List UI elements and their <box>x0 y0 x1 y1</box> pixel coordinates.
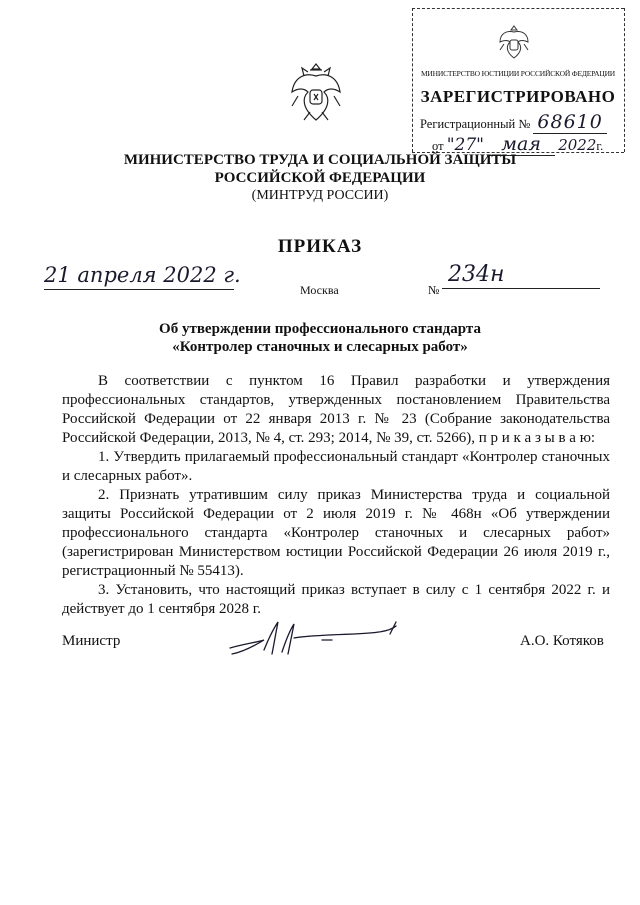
body-intro: В соответствии с пунктом 16 Правил разработки и утверждения профессиональных стандартов, утвержденных постановлением Правительства Российской Федерации от 22 января 2013 г. № 23 (Собрание законодательства Российской Федерации, 2013, № 4, ст. 293; 2014, № 39, ст. 5266), п р и к а з ы в а ю: <box>62 373 610 446</box>
stamp-date-suffix: г. <box>596 139 604 153</box>
stamp-registered: ЗАРЕГИСТРИРОВАНО <box>420 87 616 106</box>
ministry-short-name: (МИНТРУД РОССИИ) <box>251 188 389 203</box>
document-type: ПРИКАЗ <box>277 236 363 257</box>
coat-of-arms-icon <box>288 62 344 126</box>
order-body <box>62 372 610 619</box>
stamp-date-prefix: от <box>432 139 444 153</box>
stamp-reg-number: 68610 <box>533 111 606 134</box>
stamp-ministry: МИНИСТЕРСТВО ЮСТИЦИИ РОССИЙСКОЙ ФЕДЕРАЦИИ <box>420 69 616 78</box>
ministry-name-line2: РОССИЙСКОЙ ФЕДЕРАЦИИ <box>214 170 426 186</box>
order-city: Москва <box>300 283 339 297</box>
body-item-1: 1. Утвердить прилагаемый профессиональный стандарт «Контролер станочных и слесарных работ». <box>62 449 610 484</box>
signatory-position: Министр <box>62 633 121 649</box>
ministry-name-line1: МИНИСТЕРСТВО ТРУДА И СОЦИАЛЬНОЙ ЗАЩИТЫ <box>123 152 517 168</box>
stamp-reg-row <box>420 111 620 133</box>
body-item-2: 2. Признать утратившим силу приказ Министерства труда и социальной защиты Российской Федерации от 2 июля 2019 г. № 468н «Об утверждении профессионального стандарта «Контролер станочных и слесарных работ» (зарегистрирован Министерством юстиции Российской Федерации 26 июля 2019 г., регистрационный № 55413). <box>62 487 610 579</box>
stamp-date-day: "27" <box>446 135 484 155</box>
body-item-3: 3. Установить, что настоящий приказ вступает в силу с 1 сентября 2022 г. и действует до 1 сентября 2028 г. <box>62 582 610 617</box>
order-number-label: № <box>428 283 440 297</box>
stamp-date-year: 2022 <box>558 136 597 154</box>
order-number: 234н <box>442 262 600 289</box>
order-title-line2: «Контролер станочных и слесарных работ» <box>172 339 468 355</box>
stamp-date-month: мая <box>487 133 555 156</box>
signatory-name: А.О. Котяков <box>520 633 604 649</box>
order-date: 21 апреля 2022 г. <box>44 263 234 290</box>
order-title-line1: Об утверждении профессионального стандарта <box>159 321 481 337</box>
handwritten-signature <box>224 618 406 660</box>
stamp-emblem-icon <box>496 22 532 62</box>
stamp-reg-label: Регистрационный № <box>420 117 531 131</box>
